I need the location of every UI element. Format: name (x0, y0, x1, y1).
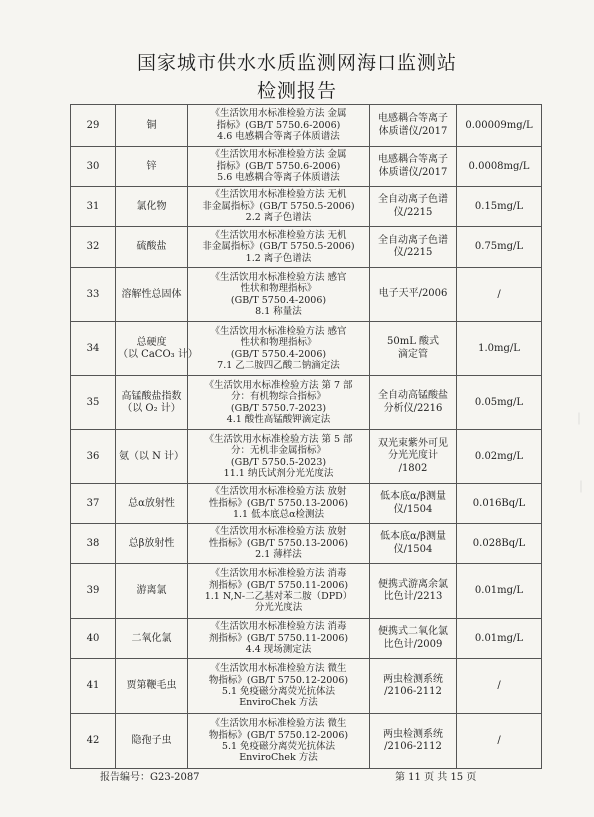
test-method: 《生活饮用水标准检验方法 放射 性指标》(GB/T 5750.13-2006) 1.1 低本底总α检测法 (188, 484, 370, 524)
row-number: 38 (71, 524, 116, 564)
instrument: 便携式二氧化氯 比色计/2009 (370, 619, 457, 659)
row-number: 40 (71, 619, 116, 659)
test-item: 总硬度 （以 CaCO₃ 计） (116, 322, 188, 376)
test-method: 《生活饮用水标准检验方法 第 7 部 分：有机物综合指标》 (GB/T 5750.7-2023) 4.1 酸性高锰酸钾滴定法 (188, 376, 370, 430)
detection-limit: / (457, 268, 542, 322)
table-row (71, 564, 542, 619)
instrument: 两虫检测系统 /2106-2112 (370, 714, 457, 769)
test-item: 总α放射性 (116, 484, 188, 524)
test-method: 《生活饮用水标准检验方法 放射 性指标》(GB/T 5750.13-2006) 2.1 薄样法 (188, 524, 370, 564)
detection-limit: 0.15mg/L (457, 187, 542, 227)
results-table (70, 104, 542, 769)
test-item: 二氧化氯 (116, 619, 188, 659)
detection-limit: 0.016Bq/L (457, 484, 542, 524)
row-number: 31 (71, 187, 116, 227)
instrument: 全自动离子色谱 仪/2215 (370, 227, 457, 268)
row-number: 41 (71, 659, 116, 714)
test-method: 《生活饮用水标准检验方法 金属 指标》(GB/T 5750.6-2006) 5.6 电感耦合等离子体质谱法 (188, 147, 370, 187)
detection-limit: 0.0008mg/L (457, 147, 542, 187)
test-method: 《生活饮用水标准检验方法 金属 指标》(GB/T 5750.6-2006) 4.6 电感耦合等离子体质谱法 (188, 105, 370, 147)
row-number: 30 (71, 147, 116, 187)
detection-limit: 0.75mg/L (457, 227, 542, 268)
table-row (71, 376, 542, 430)
report-subtitle: 检测报告 (256, 80, 337, 102)
test-method: 《生活饮用水标准检验方法 第 5 部 分：无机非金属指标》 (GB/T 5750.5-2023) 11.1 纳氏试剂分光光度法 (188, 430, 370, 484)
detection-limit: 0.01mg/L (457, 564, 542, 619)
detection-limit: / (457, 659, 542, 714)
instrument: 电感耦合等离子 体质谱仪/2017 (370, 105, 457, 147)
detection-limit: 1.0mg/L (457, 322, 542, 376)
table-row (71, 187, 542, 227)
page-title: 国家城市供水水质监测网海口监测站 (136, 52, 457, 74)
table-row (71, 714, 542, 769)
row-number: 37 (71, 484, 116, 524)
instrument: 便携式游离余氯 比色计/2213 (370, 564, 457, 619)
test-method: 《生活饮用水标准检验方法 无机 非金属指标》(GB/T 5750.5-2006) 1.2 离子色谱法 (188, 227, 370, 268)
test-item: 游离氯 (116, 564, 188, 619)
table-row (71, 268, 542, 322)
row-number: 32 (71, 227, 116, 268)
detection-limit: 0.05mg/L (457, 376, 542, 430)
test-item: 隐孢子虫 (116, 714, 188, 769)
test-method: 《生活饮用水标准检验方法 感官 性状和物理指标》 (GB/T 5750.4-2006) 7.1 乙二胺四乙酸二钠滴定法 (188, 322, 370, 376)
instrument: 低本底α/β测量 仪/1504 (370, 484, 457, 524)
test-item: 锌 (116, 147, 188, 187)
test-item: 溶解性总固体 (116, 268, 188, 322)
instrument: 低本底α/β测量 仪/1504 (370, 524, 457, 564)
test-method: 《生活饮用水标准检验方法 微生 物指标》(GB/T 5750.12-2006) 5.1 免疫磁分离荧光抗体法 EnviroChek 方法 (188, 659, 370, 714)
table-row (71, 105, 542, 147)
table-row (71, 322, 542, 376)
test-item: 氨（以 N 计） (116, 430, 188, 484)
table-row (71, 147, 542, 187)
row-number: 42 (71, 714, 116, 769)
report-number: 报告编号：G23-2087 (100, 772, 200, 783)
test-method: 《生活饮用水标准检验方法 消毒 剂指标》(GB/T 5750.11-2006) 1.1 N,N-二乙基对苯二胺（DPD） 分光光度法 (188, 564, 370, 619)
test-item: 总β放射性 (116, 524, 188, 564)
row-number: 35 (71, 376, 116, 430)
test-method: 《生活饮用水标准检验方法 微生 物指标》(GB/T 5750.12-2006) 5.1 免疫磁分离荧光抗体法 EnviroChek 方法 (188, 714, 370, 769)
test-item: 高锰酸盐指数 （以 O₂ 计） (116, 376, 188, 430)
detection-limit: 0.02mg/L (457, 430, 542, 484)
instrument: 电子天平/2006 (370, 268, 457, 322)
detection-limit: 0.00009mg/L (457, 105, 542, 147)
instrument: 全自动离子色谱 仪/2215 (370, 187, 457, 227)
detection-limit: 0.028Bq/L (457, 524, 542, 564)
detection-limit: / (457, 714, 542, 769)
instrument: 双光束紫外可见 分光光度计 /1802 (370, 430, 457, 484)
test-method: 《生活饮用水标准检验方法 无机 非金属指标》(GB/T 5750.5-2006) 2.2 离子色谱法 (188, 187, 370, 227)
test-item: 贾第鞭毛虫 (116, 659, 188, 714)
table-row (71, 659, 542, 714)
test-item: 氯化物 (116, 187, 188, 227)
row-number: 34 (71, 322, 116, 376)
table-row (71, 430, 542, 484)
table-row (71, 524, 542, 564)
test-method: 《生活饮用水标准检验方法 感官 性状和物理指标》 (GB/T 5750.4-2006) 8.1 称量法 (188, 268, 370, 322)
table-row (71, 227, 542, 268)
scan-mark: ｜ (573, 412, 586, 426)
row-number: 29 (71, 105, 116, 147)
test-item: 硫酸盐 (116, 227, 188, 268)
row-number: 39 (71, 564, 116, 619)
table-row (71, 484, 542, 524)
detection-limit: 0.01mg/L (457, 619, 542, 659)
test-method: 《生活饮用水标准检验方法 消毒 剂指标》(GB/T 5750.11-2006) 4.4 现场测定法 (188, 619, 370, 659)
row-number: 33 (71, 268, 116, 322)
test-item: 铜 (116, 105, 188, 147)
page-number: 第 11 页 共 15 页 (395, 772, 477, 783)
instrument: 电感耦合等离子 体质谱仪/2017 (370, 147, 457, 187)
table-row (71, 619, 542, 659)
instrument: 50mL 酸式 滴定管 (370, 322, 457, 376)
instrument: 全自动高锰酸盐 分析仪/2216 (370, 376, 457, 430)
instrument: 两虫检测系统 /2106-2112 (370, 659, 457, 714)
row-number: 36 (71, 430, 116, 484)
scan-mark: ｜ (575, 480, 588, 494)
